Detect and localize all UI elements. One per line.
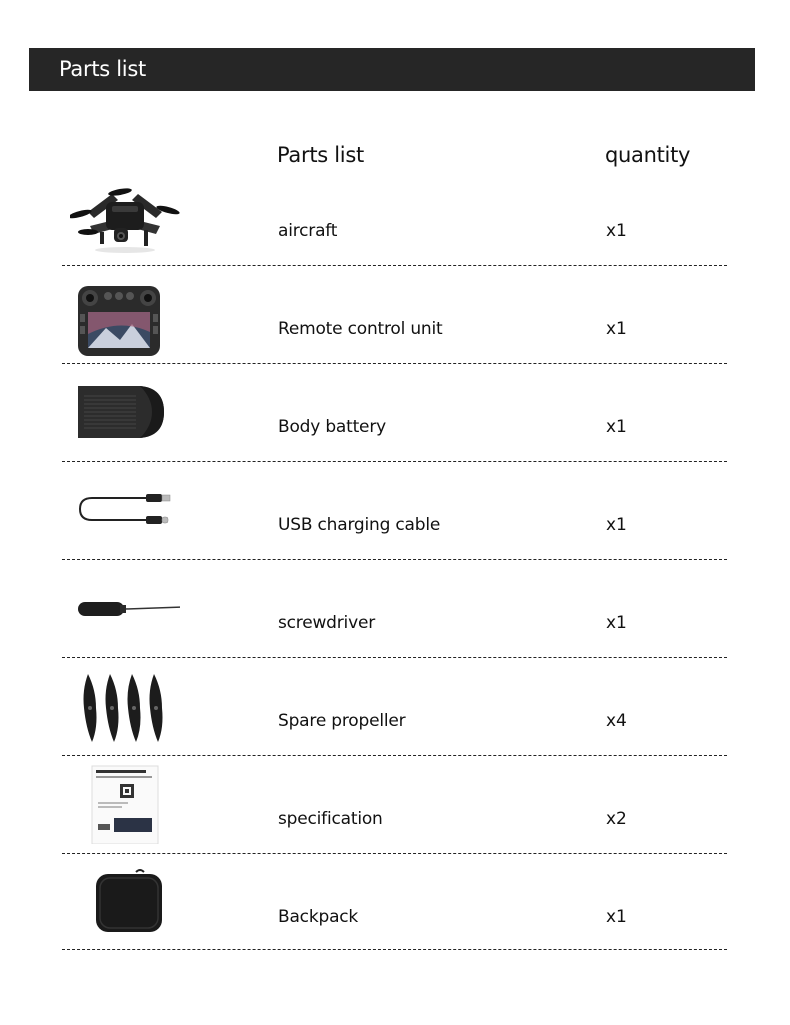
row-divider (62, 949, 727, 950)
table-row (0, 762, 790, 860)
row-divider (62, 657, 727, 658)
part-name: Body battery (278, 417, 386, 437)
part-quantity: x1 (606, 221, 627, 241)
remote-controller-icon (70, 282, 180, 362)
row-divider (62, 461, 727, 462)
table-row (0, 370, 790, 468)
part-quantity: x1 (606, 515, 627, 535)
part-quantity: x1 (606, 319, 627, 339)
manual-icon (70, 764, 180, 844)
screwdriver-icon (70, 570, 180, 650)
table-row (0, 272, 790, 370)
part-name: screwdriver (278, 613, 375, 633)
drone-icon (70, 180, 180, 260)
usb-cable-icon (70, 480, 180, 560)
header-banner (29, 48, 755, 91)
part-name: USB charging cable (278, 515, 441, 535)
part-name: Backpack (278, 907, 359, 927)
battery-icon (70, 378, 180, 458)
row-divider (62, 363, 727, 364)
part-quantity: x2 (606, 809, 627, 829)
row-divider (62, 559, 727, 560)
row-divider (62, 265, 727, 266)
row-divider (62, 755, 727, 756)
propeller-icon (70, 670, 180, 750)
part-quantity: x1 (606, 417, 627, 437)
part-quantity: x1 (606, 613, 627, 633)
part-quantity: x1 (606, 907, 627, 927)
table-row (0, 860, 790, 958)
quantity-column-header: quantity (605, 143, 691, 167)
table-row (0, 664, 790, 762)
table-row (0, 174, 790, 272)
part-name: Spare propeller (278, 711, 406, 731)
parts-column-header: Parts list (277, 143, 364, 167)
table-row (0, 468, 790, 566)
banner-title: Parts list (59, 57, 146, 81)
row-divider (62, 853, 727, 854)
part-quantity: x4 (606, 711, 627, 731)
table-row (0, 566, 790, 664)
part-name: aircraft (278, 221, 338, 241)
part-name: specification (278, 809, 383, 829)
part-name: Remote control unit (278, 319, 443, 339)
carry-case-icon (70, 866, 180, 946)
